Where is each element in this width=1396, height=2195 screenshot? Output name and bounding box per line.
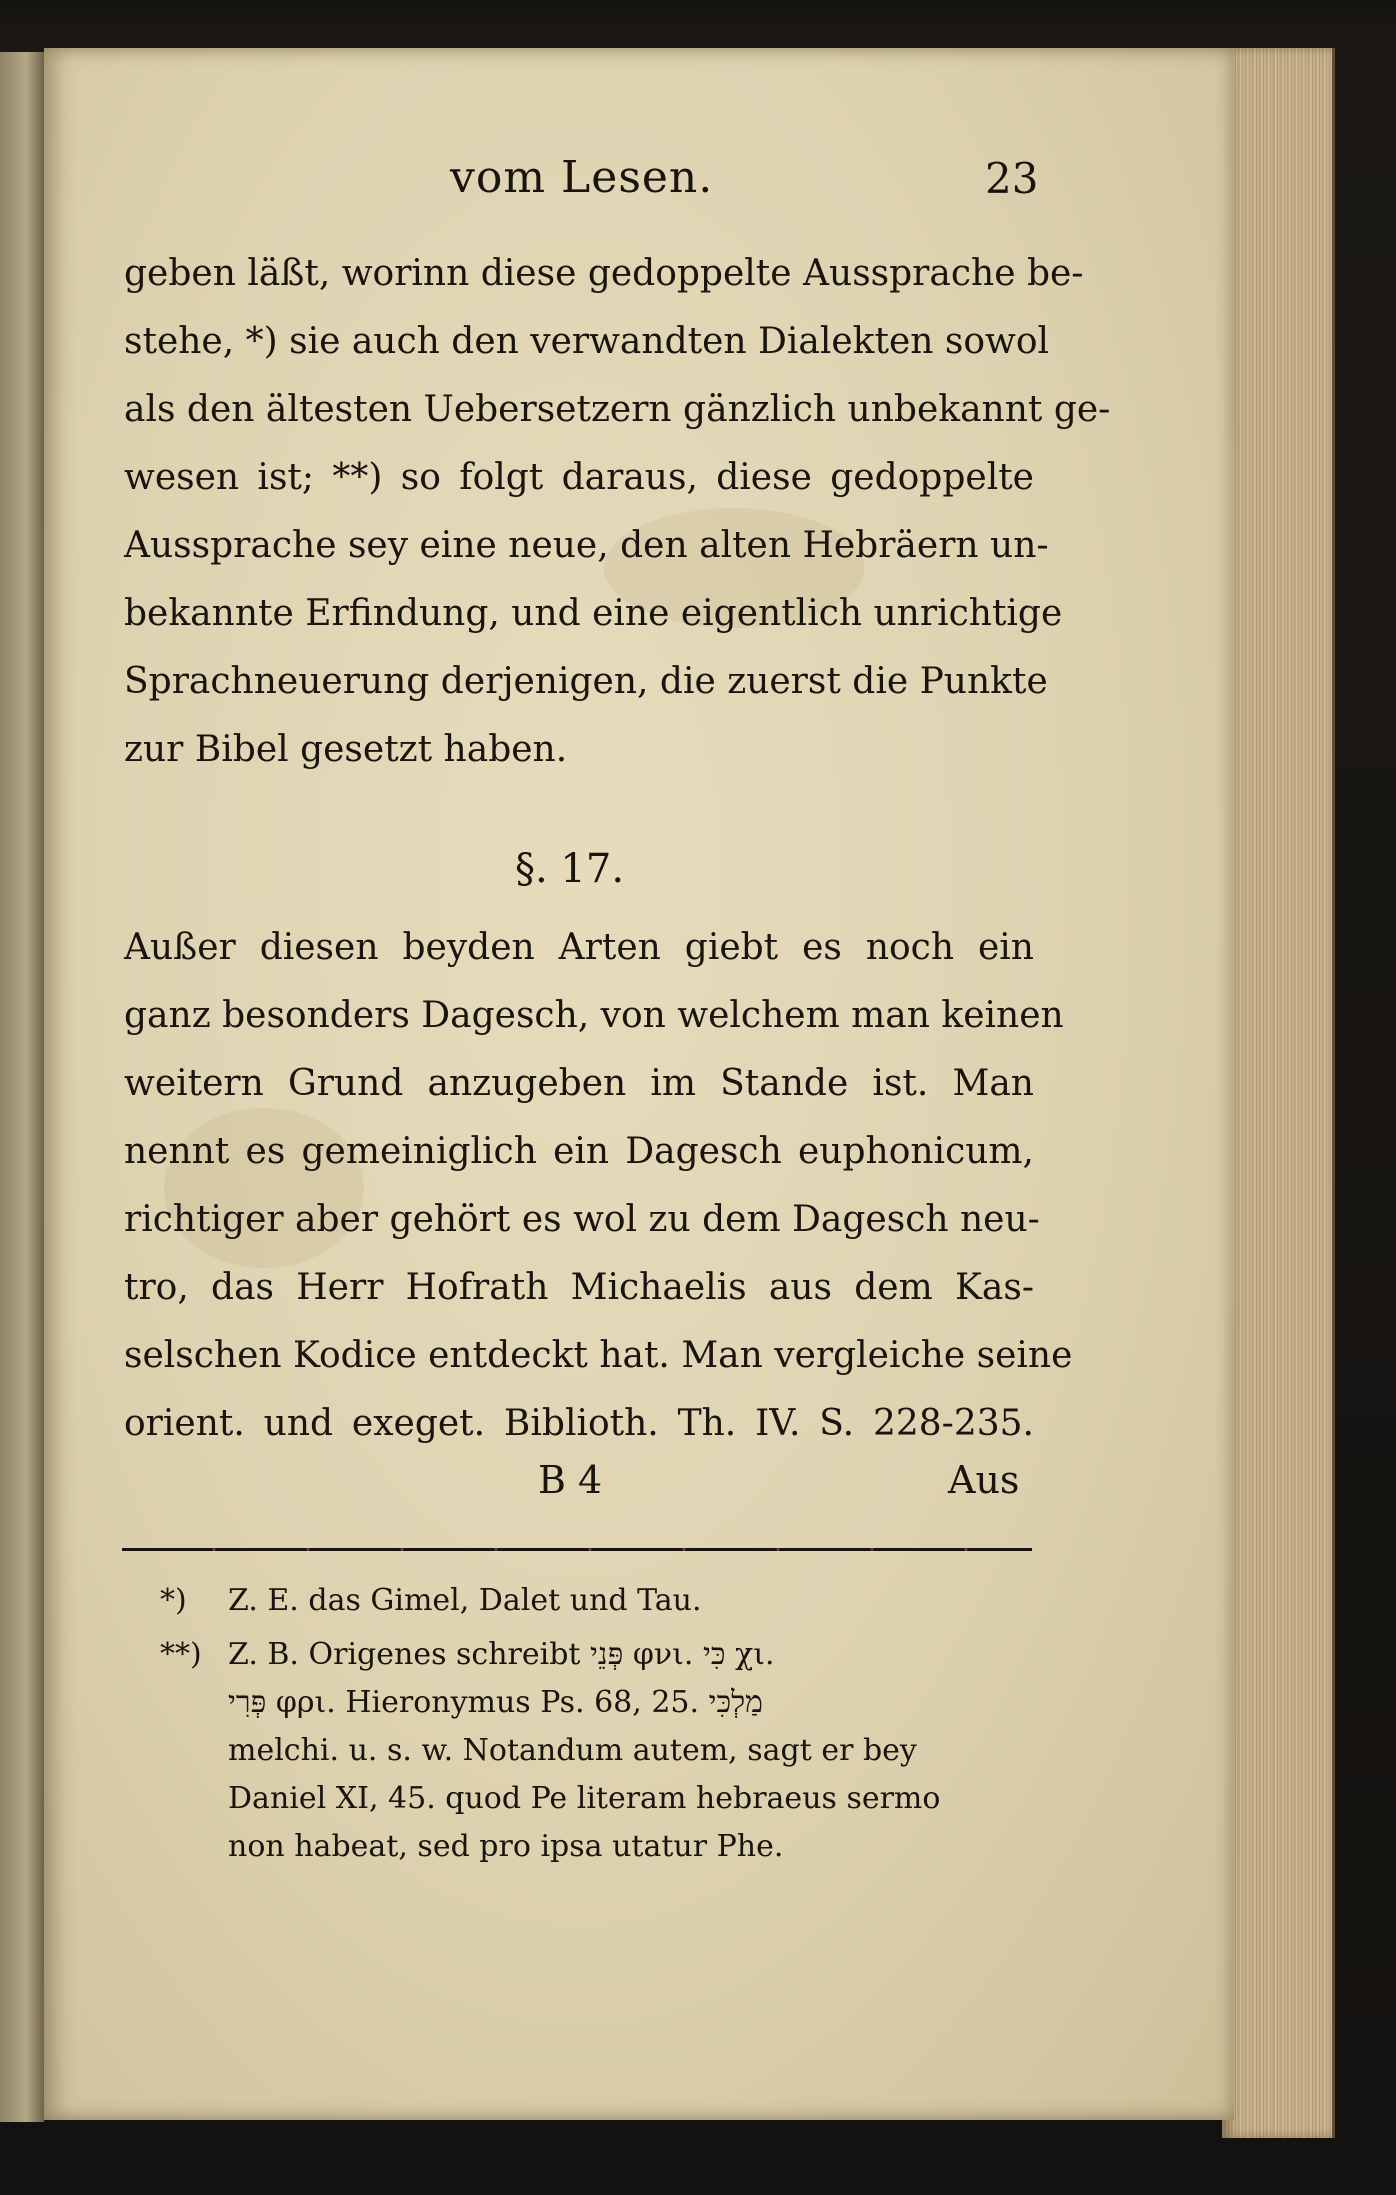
text-line: ganz besonders Dagesch, von welchem man keinen (124, 995, 1064, 1036)
footnote-line (160, 1778, 1040, 1820)
text-line: richtiger aber gehört es wol zu dem Dagesch neu- (124, 1199, 1040, 1240)
text-line: als den ältesten Uebersetzern gänzlich unbekannt ge- (124, 389, 1111, 430)
footnote-mark: *) (160, 1583, 187, 1618)
text-line: nennt es gemeiniglich ein Dagesch euphonicum, (124, 1131, 1034, 1172)
text-line: orient. und exeget. Biblioth. Th. IV. S. 228-235. (124, 1403, 1034, 1444)
text-line: Aussprache sey eine neue, den alten Hebräern un- (124, 525, 1049, 566)
footnote-line (160, 1826, 1040, 1868)
section-heading: §. 17. (515, 846, 625, 892)
footnote-line (160, 1634, 1040, 1676)
text-line: bekannte Erfindung, und eine eigentlich unrichtige (124, 593, 1063, 634)
page-number: 23 (985, 154, 1039, 203)
footnote-text: Z. E. das Gimel, Dalet und Tau. (228, 1583, 702, 1618)
footnote-text: Daniel XI, 45. quod Pe literam hebraeus sermo (228, 1781, 941, 1816)
footnote-line (160, 1580, 1040, 1622)
text-line: wesen ist; **) so folgt daraus, diese gedoppelte (124, 457, 1034, 498)
text-line: Sprachneuerung derjenigen, die zuerst die Punkte (124, 661, 1048, 702)
signature-mark: B 4 (538, 1458, 603, 1502)
facing-page-edge (0, 52, 44, 2122)
footnote-line (160, 1682, 1040, 1724)
text-line: selschen Kodice entdeckt hat. Man vergleiche seine (124, 1335, 1073, 1376)
footnote-text: melchi. u. s. w. Notandum autem, sagt er bey (228, 1733, 917, 1768)
footnote-text: פְּרִי φρι. Hieronymus Ps. 68, 25. מַלְכִּי (228, 1685, 763, 1720)
text-line: zur Bibel gesetzt haben. (124, 729, 568, 770)
text-line: weitern Grund anzugeben im Stande ist. Man (124, 1063, 1034, 1104)
footnote-line (160, 1730, 1040, 1772)
text-line: geben läßt, worinn diese gedoppelte Aussprache be- (124, 253, 1084, 294)
page-block-edges (1222, 48, 1335, 2138)
footnote-text: Z. B. Origenes schreibt פְּנֵי φνι. כִּי χι. (228, 1637, 775, 1672)
footnote-text: non habeat, sed pro ipsa utatur Phe. (228, 1829, 784, 1864)
text-line: tro, das Herr Hofrath Michaelis aus dem Kas- (124, 1267, 1034, 1308)
text-line: stehe, *) sie auch den verwandten Dialekten sowol (124, 321, 1050, 362)
running-head: vom Lesen. (450, 152, 714, 203)
footnote-rule (122, 1548, 1032, 1551)
text-line: Außer diesen beyden Arten giebt es noch ein (124, 927, 1034, 968)
catchword: Aus (948, 1458, 1020, 1502)
footnote-mark: **) (160, 1637, 202, 1672)
